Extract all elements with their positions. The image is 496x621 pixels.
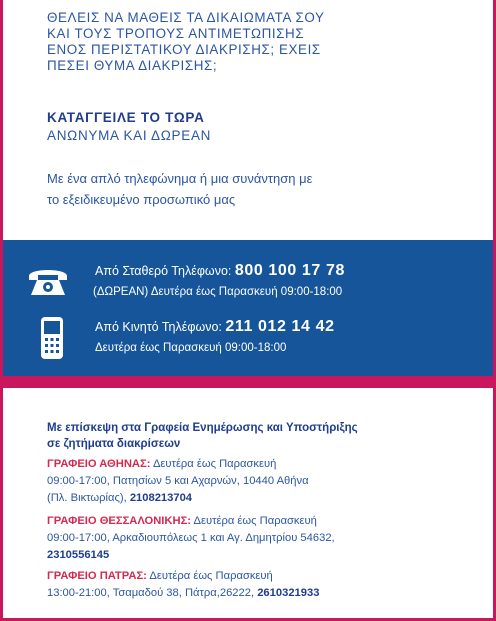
mobile-hours: Δευτέρα έως Παρασκευή 09:00-18:00	[95, 342, 287, 354]
office-athens	[47, 456, 477, 507]
intro-question	[47, 10, 467, 74]
landline-number[interactable]: 800 100 17 78	[234, 262, 345, 279]
office-phone[interactable]: 2108213704	[129, 492, 193, 504]
contact-line: το εξειδικευμένο προσωπικό μας	[47, 192, 236, 207]
office-days: Δευτέρα έως Παρασκευή	[150, 458, 277, 470]
intro-line: ΕΝΟΣ ΠΕΡΙΣΤΑΤΙΚΟΥ ΔΙΑΚΡΙΣΗΣ; ΕΧΕΙΣ	[47, 42, 321, 57]
visit-title	[47, 420, 477, 452]
mobile-phone-icon	[37, 316, 67, 365]
mobile-info	[95, 318, 335, 336]
report-title: ΚΑΤΑΓΓΕΙΛΕ ΤΟ ΤΩΡΑ	[47, 110, 205, 125]
report-subtitle: ΑΝΩΝΥΜΑ ΚΑΙ ΔΩΡΕΑΝ	[47, 128, 212, 143]
office-phone[interactable]: 2310556145	[47, 549, 110, 561]
contact-description	[47, 168, 467, 210]
office-address: 13:00-21:00, Τσαμαδού 38, Πάτρα,26222,	[47, 587, 258, 599]
office-name: ΓΡΑΦΕΙΟ ΘΕΣΣΑΛΟΝΙΚΗΣ:	[47, 515, 192, 527]
office-address: 09:00-17:00, Αρκαδιουπόλεως 1 και Αγ. Δημητρίου 54632,	[47, 532, 335, 544]
contact-line: Με ένα απλό τηλεφώνημα ή μια συνάντηση με	[47, 171, 313, 186]
office-patras	[47, 568, 477, 602]
visit-line: Με επίσκεψη στα Γραφεία Ενημέρωσης και Υποστήριξης	[47, 422, 358, 434]
mobile-label: Από Κινητό Τηλέφωνο:	[95, 320, 226, 334]
accent-divider	[3, 376, 493, 388]
intro-line: ΚΑΙ ΤΟΥΣ ΤΡΟΠΟΥΣ ΑΝΤΙΜΕΤΩΠΙΣΗΣ	[47, 26, 305, 41]
offices-section	[3, 388, 493, 618]
office-days: Δευτέρα έως Παρασκευή	[146, 570, 273, 582]
phone-band	[3, 240, 493, 376]
landline-info	[95, 262, 345, 280]
landline-label: Από Σταθερό Τηλέφωνο:	[95, 264, 235, 278]
office-days: Δευτέρα έως Παρασκευή	[191, 515, 317, 527]
landline-hours: (ΔΩΡΕΑΝ) Δευτέρα έως Παρασκευή 09:00-18:00	[93, 286, 343, 298]
office-name: ΓΡΑΦΕΙΟ ΠΑΤΡΑΣ:	[47, 570, 147, 582]
intro-section	[3, 0, 493, 240]
office-address: (Πλ. Βικτωρίας),	[47, 492, 130, 504]
visit-line: σε ζητήματα διακρίσεων	[47, 438, 181, 450]
office-name: ΓΡΑΦΕΙΟ ΑΘΗΝΑΣ:	[47, 458, 151, 470]
office-address: 09:00-17:00, Πατησίων 5 και Αχαρνών, 10440 Αθήνα	[47, 475, 309, 487]
office-thessaloniki	[47, 513, 477, 564]
intro-line: ΠΕΣΕΙ ΘΥΜΑ ΔΙΑΚΡΙΣΗΣ;	[47, 58, 218, 73]
office-phone[interactable]: 2610321933	[257, 587, 320, 599]
telephone-icon	[25, 264, 71, 303]
mobile-number[interactable]: 211 012 14 42	[225, 318, 335, 335]
intro-line: ΘΕΛΕΙΣ ΝΑ ΜΑΘΕΙΣ ΤΑ ΔΙΚΑΙΩΜΑΤΑ ΣΟΥ	[47, 10, 325, 25]
